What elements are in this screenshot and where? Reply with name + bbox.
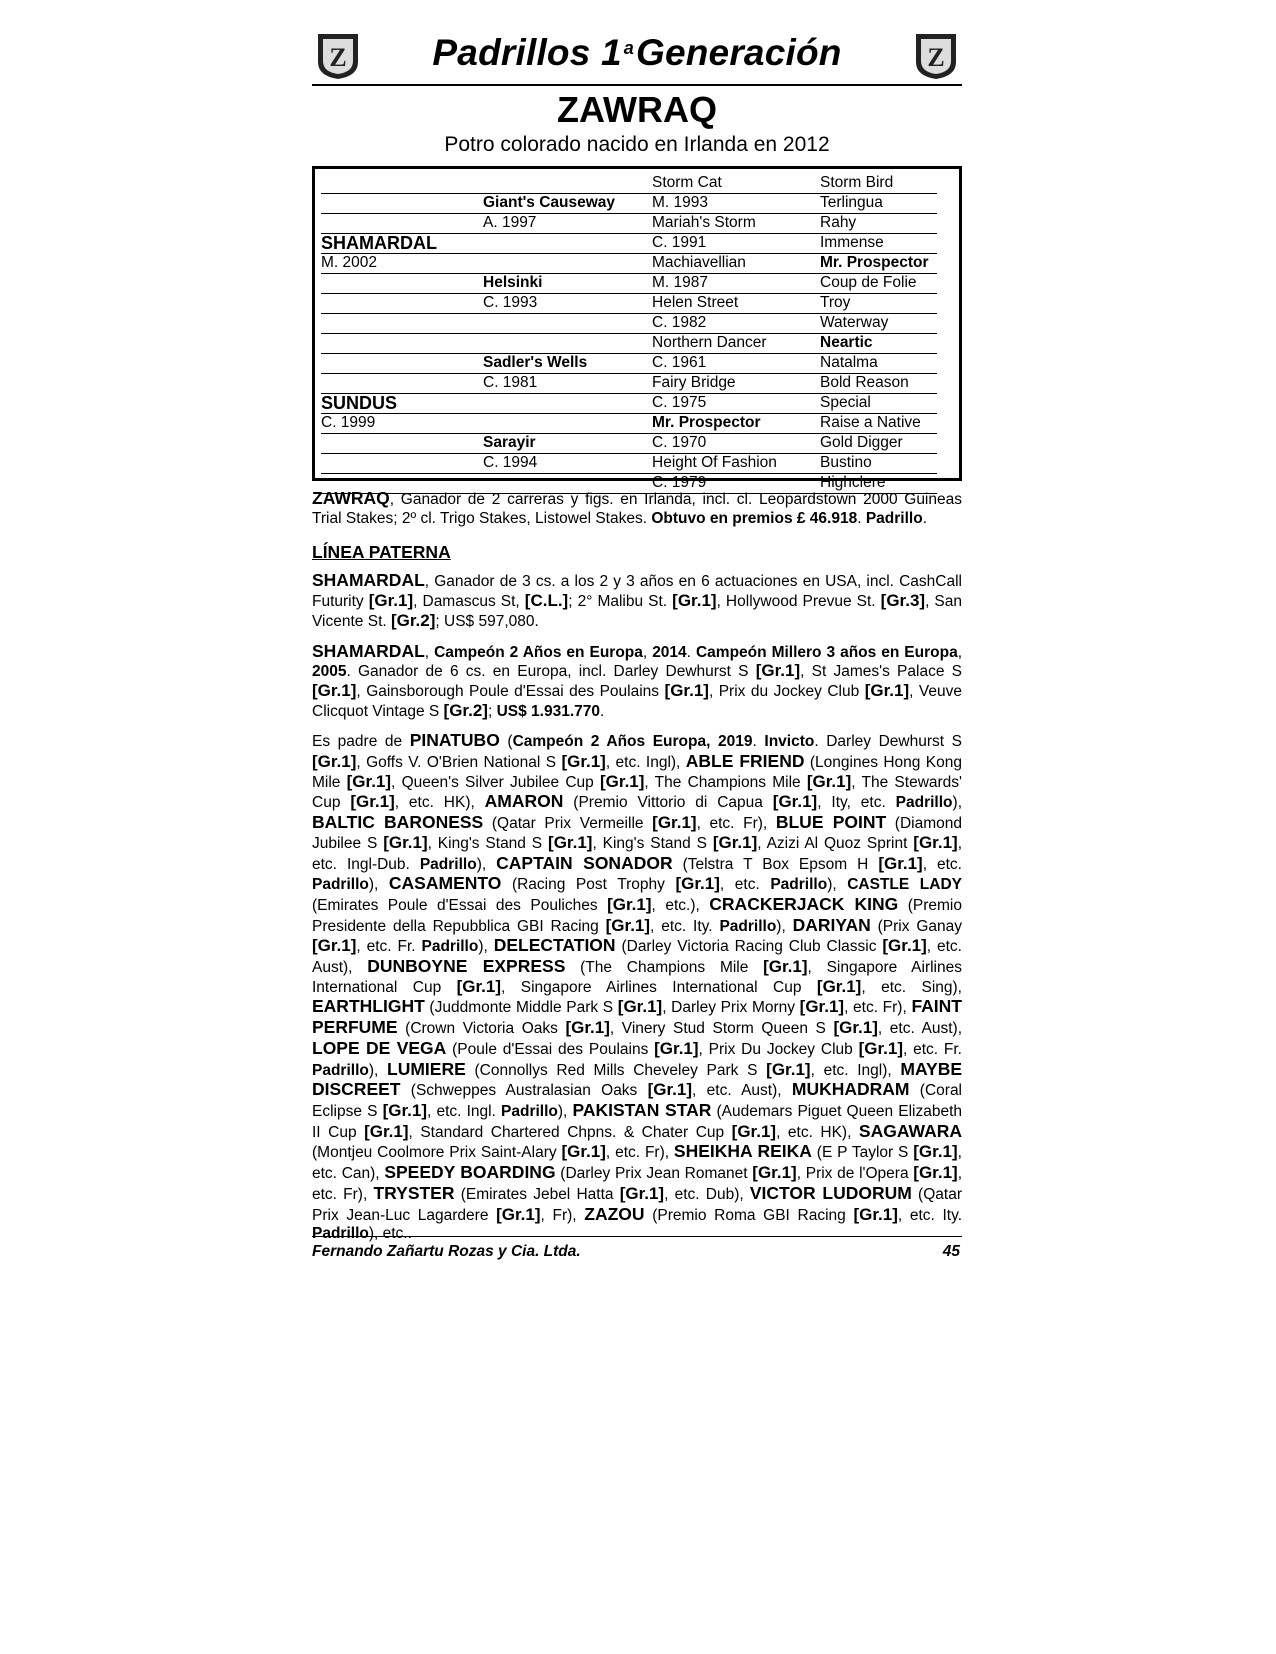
- pedigree-cell: Machiavellian: [652, 254, 746, 271]
- text-run: (Qatar Prix Jean-Luc Lagardere: [312, 1185, 962, 1224]
- text-run: (Montjeu Coolmore Prix Saint-Alary: [312, 1144, 562, 1162]
- pedigree-row: [321, 194, 937, 214]
- pedigree-cell: A. 1997: [483, 214, 537, 231]
- grade-label: [Gr.1]: [617, 997, 663, 1017]
- pedigree-cell: Immense: [820, 234, 884, 251]
- text-run: , etc. Fr),: [605, 1144, 674, 1162]
- text-run: (Longines Hong Kong Mile: [312, 754, 962, 791]
- text-run: ),: [557, 1102, 573, 1120]
- pedigree-cell: C. 1994: [483, 454, 538, 471]
- text-run: (Premio Vittorio di Capua: [563, 794, 773, 812]
- section-title: LÍNEA PATERNA: [312, 542, 451, 563]
- pedigree-cell: Mr. Prospector: [652, 414, 761, 431]
- progeny-name: ZAZOU: [584, 1203, 645, 1224]
- text-run: (Connollys Red Mills Cheveley Park S: [465, 1061, 767, 1079]
- text-run: ),: [368, 876, 389, 894]
- text-run: (Diamond Jubilee S: [312, 815, 962, 852]
- pedigree-cell: Sadler's Wells: [483, 354, 588, 371]
- text-run: ),: [776, 917, 793, 935]
- progeny-name: AMARON: [484, 791, 564, 812]
- text-run: ),: [476, 855, 497, 873]
- grade-label: [Gr.1]: [763, 957, 808, 977]
- grade-label: [Gr.1]: [833, 1018, 878, 1038]
- pedigree-cell: M. 2002: [321, 254, 378, 271]
- text-run: , Azizi Al Quoz Sprint: [757, 834, 914, 852]
- pedigree-row: [321, 394, 937, 414]
- pedigree-cell: Storm Cat: [652, 174, 722, 191]
- grade-label: [Gr.1]: [816, 976, 862, 996]
- text-run: Es padre de: [312, 733, 410, 751]
- text-run: (Darley Victoria Racing Club Classic: [615, 938, 883, 956]
- pedigree-cell: Height Of Fashion: [652, 454, 777, 471]
- text-run: , etc. HK),: [776, 1123, 859, 1141]
- pedigree-cell: Bold Reason: [820, 374, 909, 391]
- text-run: ),: [368, 1061, 388, 1079]
- text-run: . Darley Dewhurst S: [814, 733, 962, 751]
- progeny-name: VICTOR LUDORUM: [749, 1182, 912, 1203]
- pedigree-cell: C. 1991: [652, 234, 707, 251]
- grade-label: [Gr.1]: [858, 1038, 903, 1058]
- text-run: (Coral Eclipse S: [312, 1082, 963, 1120]
- grade-label: [Gr.1]: [312, 752, 357, 772]
- text-run: , etc. Ity.: [897, 1206, 962, 1224]
- page-header: [312, 30, 962, 86]
- text-run: , The Champions Mile: [644, 773, 807, 791]
- grade-label: [Gr.1]: [752, 1163, 797, 1183]
- pedigree-cell: C. 1993: [483, 294, 538, 311]
- text-run: , etc.: [719, 876, 771, 894]
- text-run: , etc. Aust),: [692, 1082, 792, 1100]
- text-run: , King's Stand S: [427, 834, 549, 852]
- text-run: (Crown Victoria Oaks: [397, 1020, 566, 1038]
- progeny-name: CRACKERJACK KING: [709, 893, 899, 914]
- grade-label: [Gr.1]: [799, 997, 845, 1017]
- pedigree-cell: Helen Street: [652, 294, 739, 311]
- pedigree-row: [321, 414, 937, 434]
- text-run: , etc.),: [651, 896, 710, 914]
- text-run: (E P Taylor S: [811, 1144, 914, 1162]
- progeny-name: PAKISTAN STAR: [572, 1099, 712, 1120]
- bold-text: Padrillo: [501, 1102, 558, 1120]
- text-run: , etc. Fr.: [356, 938, 422, 956]
- grade-label: [Gr.1]: [913, 1142, 958, 1162]
- text-run: , Prix Du Jockey Club: [698, 1040, 859, 1058]
- pedigree-cell: C. 1981: [483, 374, 538, 391]
- pedigree-row: [321, 254, 937, 274]
- grade-label: [Gr.1]: [456, 976, 502, 996]
- progeny-name: MUKHADRAM: [791, 1079, 910, 1100]
- text-run: , etc. HK),: [394, 794, 485, 812]
- grade-label: [Gr.1]: [853, 1204, 898, 1224]
- progeny-name: LOPE DE VEGA: [312, 1037, 447, 1058]
- grade-label: [Gr.1]: [548, 832, 593, 852]
- grade-label: [Gr.1]: [652, 813, 697, 833]
- grade-label: [Gr.1]: [878, 853, 923, 873]
- text-run: (Schweppes Australasian Oaks: [400, 1082, 648, 1100]
- bold-text: Padrillo: [719, 917, 777, 935]
- progeny-name: LUMIERE: [387, 1058, 466, 1079]
- text-run: (Juddmonte Middle Park S: [424, 999, 618, 1017]
- pedigree-cell: Bustino: [820, 454, 872, 471]
- text-run: (: [499, 733, 513, 751]
- horse-name: ZAWRAQ: [557, 89, 717, 130]
- pedigree-cell: Neartic: [820, 334, 873, 351]
- pedigree-table: [312, 166, 962, 491]
- progeny-name: PINATUBO: [409, 730, 500, 751]
- pedigree-cell: C. 1970: [652, 434, 707, 451]
- pedigree-cell: C. 1975: [652, 394, 707, 411]
- pedigree-cell: Mr. Prospector: [820, 254, 929, 271]
- bold-text: Padrillo: [312, 1225, 369, 1243]
- svg-text:Z: Z: [927, 43, 945, 72]
- grade-label: [Gr.1]: [619, 1183, 665, 1203]
- pedigree-cell: Special: [820, 394, 871, 411]
- text-run: (Emirates Jebel Hatta: [454, 1185, 620, 1203]
- text-run: ), etc..: [368, 1225, 412, 1243]
- progeny-name: SAGAWARA: [858, 1120, 962, 1141]
- pedigree-cell: SUNDUS: [321, 393, 398, 413]
- bold-text: Padrillo: [895, 794, 953, 812]
- text-run: , Queen's Silver Jubilee Cup: [391, 773, 601, 791]
- pedigree-cell: Northern Dancer: [652, 334, 767, 351]
- pedigree-row: [321, 294, 937, 314]
- progeny-name: MAYBE DISCREET: [312, 1058, 962, 1100]
- progeny-name: ABLE FRIEND: [685, 751, 805, 772]
- text-run: , etc. Aust),: [877, 1020, 963, 1038]
- text-run: , etc. Fr),: [696, 815, 776, 833]
- logo-icon: [914, 32, 958, 80]
- bold-text: Padrillo: [312, 1061, 369, 1079]
- text-run: (Premio Presidente della Repubblica GBI Racing: [312, 896, 962, 935]
- pedigree-row: [321, 474, 937, 494]
- pedigree-cell: C. 1982: [652, 314, 707, 331]
- text-run: , etc. Dub),: [664, 1185, 750, 1203]
- progeny-name: SPEEDY BOARDING: [384, 1162, 556, 1183]
- grade-label: [Gr.1]: [346, 771, 392, 791]
- text-run: ),: [952, 794, 962, 812]
- grade-label: [Gr.1]: [712, 832, 758, 852]
- progeny-name: EARTHLIGHT: [312, 996, 425, 1017]
- grade-label: [Gr.1]: [731, 1121, 777, 1141]
- text-run: , Goffs V. O'Brien National S: [356, 754, 562, 772]
- text-run: , The Stewards' Cup: [312, 773, 963, 812]
- grade-label: [Gr.1]: [882, 936, 927, 956]
- pedigree-cell: Waterway: [820, 314, 889, 331]
- grade-label: [Gr.1]: [607, 894, 652, 914]
- pedigree-cell: SHAMARDAL: [321, 233, 437, 253]
- text-run: , Standard Chartered Chpns. & Chater Cup: [408, 1123, 732, 1141]
- pedigree-cell: C. 1961: [652, 354, 707, 371]
- text-run: , etc.: [922, 855, 962, 873]
- pedigree-cell: Highclere: [820, 474, 886, 491]
- pedigree-cell: Terlingua: [820, 194, 883, 211]
- bold-text: Invicto: [764, 733, 815, 751]
- progeny-name: CASAMENTO: [388, 873, 502, 894]
- grade-label: [Gr.1]: [561, 752, 606, 772]
- progeny-name: DARIYAN: [792, 914, 871, 935]
- progeny-name: BLUE POINT: [775, 812, 887, 833]
- text-run: , Darley Prix Morny: [662, 999, 800, 1017]
- page: [312, 30, 962, 1244]
- svg-text:Z: Z: [329, 43, 347, 72]
- text-run: , etc. Ity.: [650, 917, 720, 935]
- text-run: (Poule d'Essai des Poulains: [446, 1040, 655, 1058]
- progeny-paragraph: [312, 731, 962, 1244]
- pedigree-cell: Coup de Folie: [820, 274, 917, 291]
- grade-label: [Gr.1]: [675, 874, 720, 894]
- text-run: , Prix de l'Opera: [796, 1165, 914, 1183]
- text-run: .: [752, 733, 765, 751]
- grade-label: [Gr.1]: [913, 832, 958, 852]
- page-footer: [312, 1236, 962, 1261]
- text-run: , etc. Fr),: [844, 999, 912, 1017]
- grade-label: [Gr.1]: [561, 1142, 606, 1162]
- grade-label: [Gr.1]: [913, 1163, 958, 1183]
- text-run: (Premio Roma GBI Racing: [644, 1206, 854, 1224]
- pedigree-row: [321, 374, 937, 394]
- pedigree-row: [321, 354, 937, 374]
- grade-label: [Gr.1]: [312, 936, 357, 956]
- progeny-name: FAINT PERFUME: [312, 996, 962, 1038]
- text-run: ),: [827, 876, 848, 894]
- pedigree-cell: Helsinki: [483, 274, 543, 291]
- text-run: , Singapore Airlines International Cup: [501, 978, 817, 996]
- text-run: ),: [478, 938, 494, 956]
- text-run: , Fr),: [540, 1206, 585, 1224]
- bold-text: Padrillo: [421, 938, 479, 956]
- bold-text: Campeón 2 Años Europa, 2019: [512, 733, 753, 751]
- text-run: (The Champions Mile: [565, 959, 764, 977]
- page-title: Padrillos 1 $^a$Generación: [432, 32, 842, 73]
- text-run: , Singapore Airlines International Cup: [312, 959, 962, 996]
- bold-text: CASTLE LADY: [847, 876, 962, 894]
- pedigree-cell: M. 1987: [652, 274, 709, 291]
- text-run: , Ity, etc.: [817, 794, 896, 812]
- grade-label: [Gr.1]: [647, 1080, 693, 1100]
- grade-label: [Gr.1]: [364, 1121, 409, 1141]
- pedigree-cell: Gold Digger: [820, 434, 903, 451]
- pedigree-row: [321, 314, 937, 334]
- text-run: (Darley Prix Jean Romanet: [555, 1165, 753, 1183]
- text-run: , etc. Aust),: [312, 938, 962, 977]
- pedigree-row: [321, 334, 937, 354]
- text-run: (Racing Post Trophy: [501, 876, 676, 894]
- progeny-name: BALTIC BARONESS: [312, 812, 484, 833]
- grade-label: [Gr.1]: [772, 792, 818, 812]
- pedigree-cell: Fairy Bridge: [652, 374, 736, 391]
- text-run: (Emirates Poule d'Essai des Pouliches: [312, 896, 608, 914]
- grade-label: [Gr.1]: [654, 1038, 699, 1058]
- pedigree-row: [321, 274, 937, 294]
- progeny-name: CAPTAIN SONADOR: [496, 852, 673, 873]
- text-run: (Telstra T Box Epsom H: [672, 855, 879, 873]
- pedigree-cell: Natalma: [820, 354, 878, 371]
- grade-label: [Gr.1]: [383, 832, 428, 852]
- pedigree-cell: M. 1993: [652, 194, 709, 211]
- bold-text: Padrillo: [419, 855, 477, 873]
- text-run: , King's Stand S: [592, 834, 713, 852]
- pedigree-cell: C. 1999: [321, 414, 376, 431]
- text-run: (Prix Ganay: [870, 917, 962, 935]
- pedigree-cell: Storm Bird: [820, 174, 894, 191]
- pedigree-row: [321, 434, 937, 454]
- pedigree-row: [321, 174, 937, 194]
- horse-description: Potro colorado nacido en Irlanda en 2012: [444, 133, 830, 156]
- text-run: , etc. Sing),: [861, 978, 962, 996]
- text-run: , etc. Ingl-Dub.: [312, 834, 963, 873]
- text-run: , etc. Ingl),: [605, 754, 686, 772]
- text-run: (Qatar Prix Vermeille: [483, 815, 653, 833]
- summary-paragraph: ZAWRAQ, Ganador de 2 carreras y figs. en Irlanda, incl. cl. Leopardstown 2000 Guineas Trial Stakes; 2º cl. Trigo Stakes, Listowel Stakes. Obtuvo en premios £ 46.918. Padrillo.: [312, 488, 962, 527]
- text-run: , etc. Can),: [312, 1144, 962, 1183]
- text-run: , etc. Fr.: [902, 1040, 962, 1058]
- pedigree-cell: C. 1979: [652, 474, 707, 491]
- pedigree-cell: Giant's Causeway: [483, 194, 616, 211]
- pedigree-cell: Rahy: [820, 214, 857, 231]
- grade-label: [Gr.1]: [605, 915, 651, 935]
- text-run: , Vinery Stud Storm Queen S: [609, 1020, 834, 1038]
- grade-label: [Gr.1]: [350, 792, 395, 812]
- grade-label: [Gr.1]: [766, 1059, 811, 1079]
- grade-label: [Gr.1]: [565, 1018, 610, 1038]
- pedigree-cell: Raise a Native: [820, 414, 921, 431]
- pedigree-row: [321, 234, 937, 254]
- text-run: , etc. Ingl.: [427, 1102, 502, 1120]
- progeny-name: DELECTATION: [493, 935, 616, 956]
- text-run: (Audemars Piguet Queen Elizabeth II Cup: [312, 1102, 962, 1141]
- sire-paragraph-1: SHAMARDAL, Ganador de 3 cs. a los 2 y 3 años en 6 actuaciones en USA, incl. CashCall Futurity [Gr.1], Damascus St, [C.L.]; 2° Malibu St. [Gr.1], Hollywood Prevue St. [Gr.3], San Vicente St. [Gr.2]; US$ 597,080.: [312, 570, 962, 630]
- grade-label: [Gr.1]: [600, 771, 645, 791]
- pedigree-row: [321, 454, 937, 474]
- pedigree-cell: Troy: [820, 294, 851, 311]
- page-number: 45: [942, 1243, 960, 1260]
- progeny-name: SHEIKHA REIKA: [673, 1141, 812, 1162]
- sire-paragraph-2: SHAMARDAL, Campeón 2 Años en Europa, 2014. Campeón Millero 3 años en Europa, 2005. Ganador de 6 cs. en Europa, incl. Darley Dewhurst S [Gr.1], St James's Palace S [Gr.1], Gainsborough Poule d'Essai des Poulains [Gr.1], Prix du Jockey Club [Gr.1], Veuve Clicquot Vintage S [Gr.2]; US$ 1.931.770.: [312, 640, 963, 720]
- bold-text: Padrillo: [312, 876, 369, 894]
- pedigree-cell: Sarayir: [483, 434, 536, 451]
- grade-label: [Gr.1]: [806, 771, 852, 791]
- grade-label: [Gr.1]: [382, 1100, 427, 1120]
- pedigree-cell: Mariah's Storm: [652, 214, 756, 231]
- text-run: , etc. Ingl),: [810, 1061, 901, 1079]
- footer-company: Fernando Zañartu Rozas y Cia. Ltda.: [312, 1243, 581, 1260]
- progeny-name: TRYSTER: [373, 1182, 455, 1203]
- bold-text: Padrillo: [770, 876, 828, 894]
- pedigree-row: [321, 214, 937, 234]
- progeny-name: DUNBOYNE EXPRESS: [367, 956, 566, 977]
- grade-label: [Gr.1]: [496, 1204, 541, 1224]
- text-run: , etc. Fr),: [312, 1165, 963, 1203]
